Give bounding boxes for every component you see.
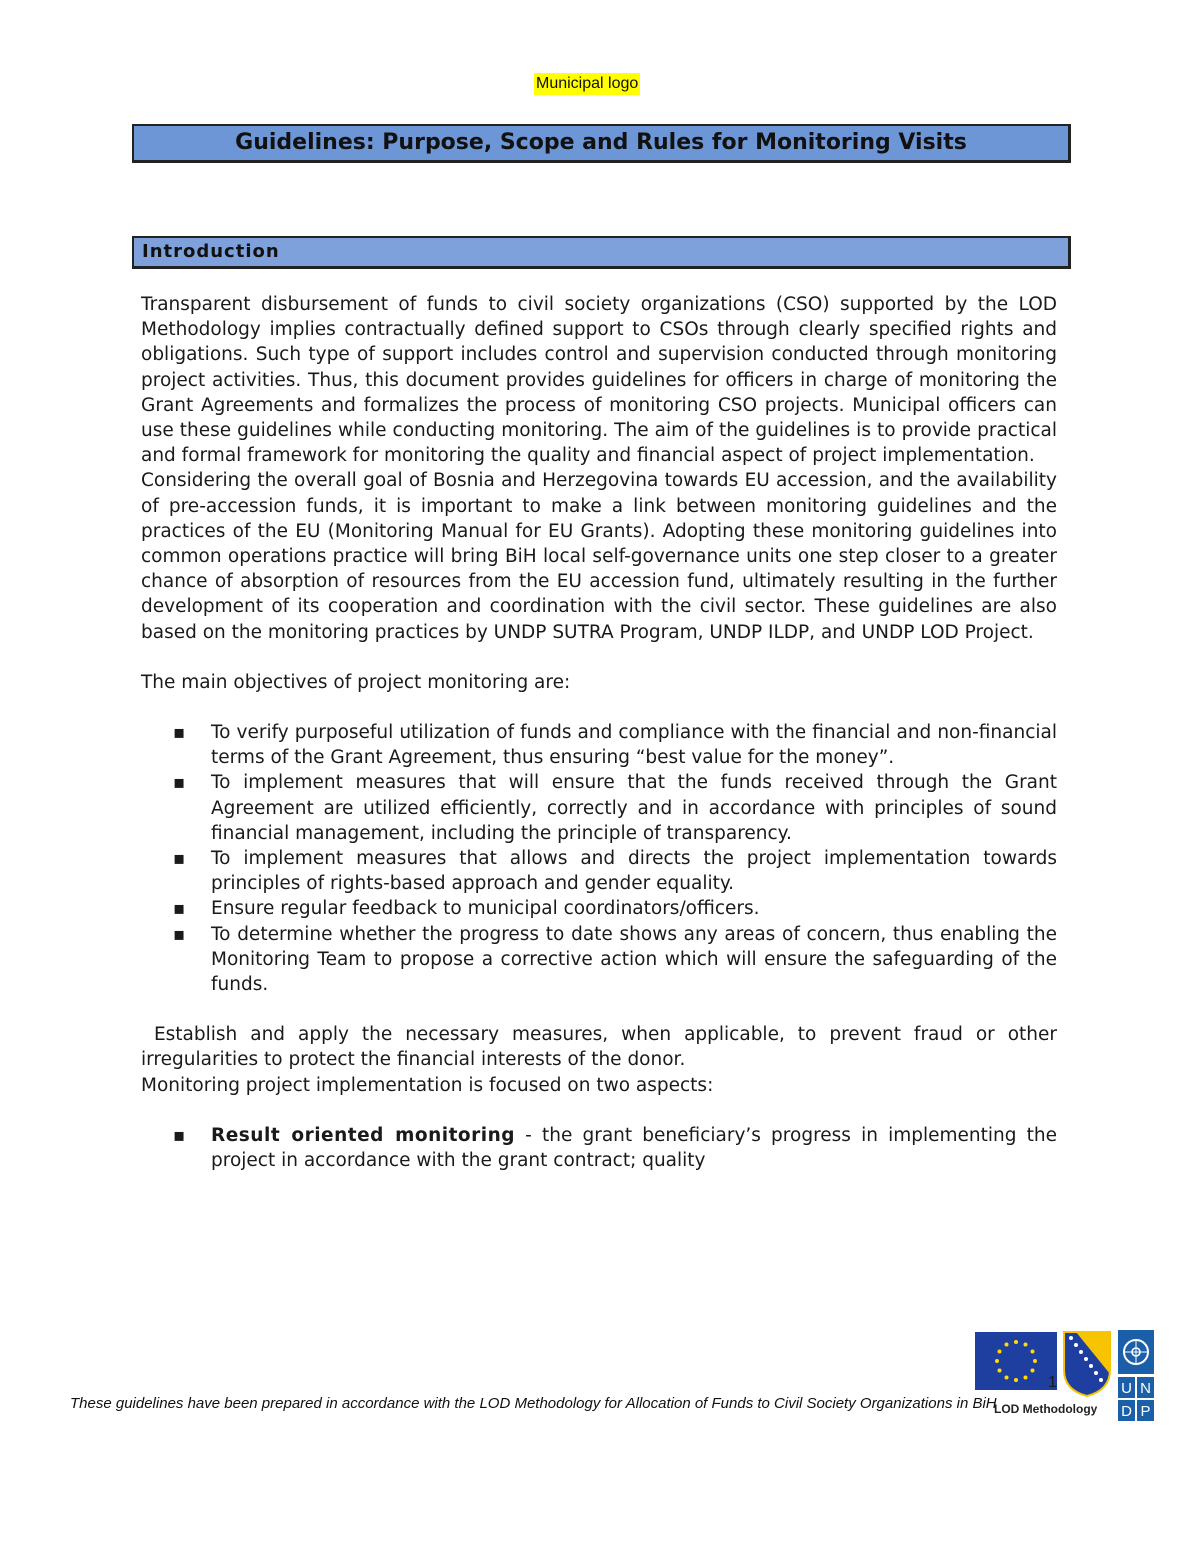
intro-paragraph-2: Considering the overall goal of Bosnia and Herzegovina towards EU accession, and the availability of pre-accession funds, it is important to make a link between monitoring guidelines and the practices of the EU (Monitoring Manual for EU Grants). Adopting these monitoring guidelines into common operations practice will bring BiH local self-governance units one step closer to a greater chance of absorption of resources from the EU accession fund, ultimately resulting in the further development of its cooperation and coordination with the civil sector. These guidelines are also based on the monitoring practices by UNDP SUTRA Program, UNDP ILDP, and UNDP LOD Project. bbox=[141, 470, 1057, 643]
page-number: 1 bbox=[1048, 1374, 1057, 1391]
lod-methodology-label: LOD Methodology bbox=[994, 1402, 1098, 1416]
list-item: ▪ To verify purposeful utilization of funds and compliance with the financial and non-financial terms of the Grant Agreement, thus ensuring “best value for the money”. bbox=[141, 720, 1057, 770]
aspect-term: Result oriented monitoring bbox=[211, 1124, 516, 1146]
list-item bbox=[141, 1123, 1057, 1173]
undp-letter: P bbox=[1140, 1403, 1151, 1420]
intro-paragraph-3: Establish and apply the necessary measures, when applicable, to prevent fraud or other irregularities to protect the financial interests of the donor. bbox=[141, 1024, 1063, 1071]
introduction-heading-text: Introduction bbox=[142, 241, 280, 262]
aspects-list bbox=[141, 1123, 1057, 1173]
introduction-body bbox=[141, 292, 1063, 1173]
undp-logo-icon bbox=[1118, 1330, 1154, 1422]
list-item: ▪ Ensure regular feedback to municipal coordinators/officers. bbox=[141, 896, 1057, 921]
eu-flag-icon bbox=[975, 1332, 1057, 1390]
document-title: Guidelines: Purpose, Scope and Rules for Monitoring Visits bbox=[132, 124, 1071, 163]
bih-flag-icon bbox=[1062, 1330, 1112, 1398]
list-item: ▪ To determine whether the progress to date shows any areas of concern, thus enabling the Monitoring Team to propose a corrective action which will ensure the safeguarding of the funds. bbox=[141, 922, 1057, 998]
aspect-text: - the grant beneficiary’s progress in implementing the project in accordance with the grant contract; quality bbox=[211, 1124, 1057, 1172]
intro-paragraph-4: Monitoring project implementation is focused on two aspects: bbox=[141, 1074, 714, 1096]
objectives-intro: The main objectives of project monitoring are: bbox=[141, 671, 571, 693]
undp-letter: U bbox=[1121, 1380, 1132, 1397]
introduction-heading bbox=[132, 236, 1071, 269]
list-item: ▪ To implement measures that allows and directs the project implementation towards principles of rights-based approach and gender equality. bbox=[141, 846, 1057, 896]
objectives-list bbox=[141, 720, 1057, 997]
undp-letter: D bbox=[1121, 1403, 1132, 1420]
intro-paragraph-1: Transparent disbursement of funds to civil society organizations (CSO) supported by the LOD Methodology implies contractually defined support to CSOs through clearly specified rights and obligations. Such type of support includes control and supervision conducted through monitoring project activities. Thus, this document provides guidelines for officers in charge of monitoring the Grant Agreements and formalizes the process of monitoring CSO projects. Municipal officers can use these guidelines while conducting monitoring. The aim of the guidelines is to provide practical and formal framework for monitoring the quality and financial aspect of project implementation. bbox=[141, 294, 1057, 467]
footer-note: These guidelines have been prepared in accordance with the LOD Methodology for Allocation of Funds to Civil Society Organizations in BiH bbox=[70, 1395, 997, 1412]
municipal-logo-placeholder: Municipal logo bbox=[534, 73, 640, 95]
list-item: ▪ To implement measures that will ensure that the funds received through the Grant Agreement are utilized efficiently, correctly and in accordance with principles of sound financial management, including the principle of transparency. bbox=[141, 770, 1057, 846]
undp-letter: N bbox=[1140, 1380, 1151, 1397]
